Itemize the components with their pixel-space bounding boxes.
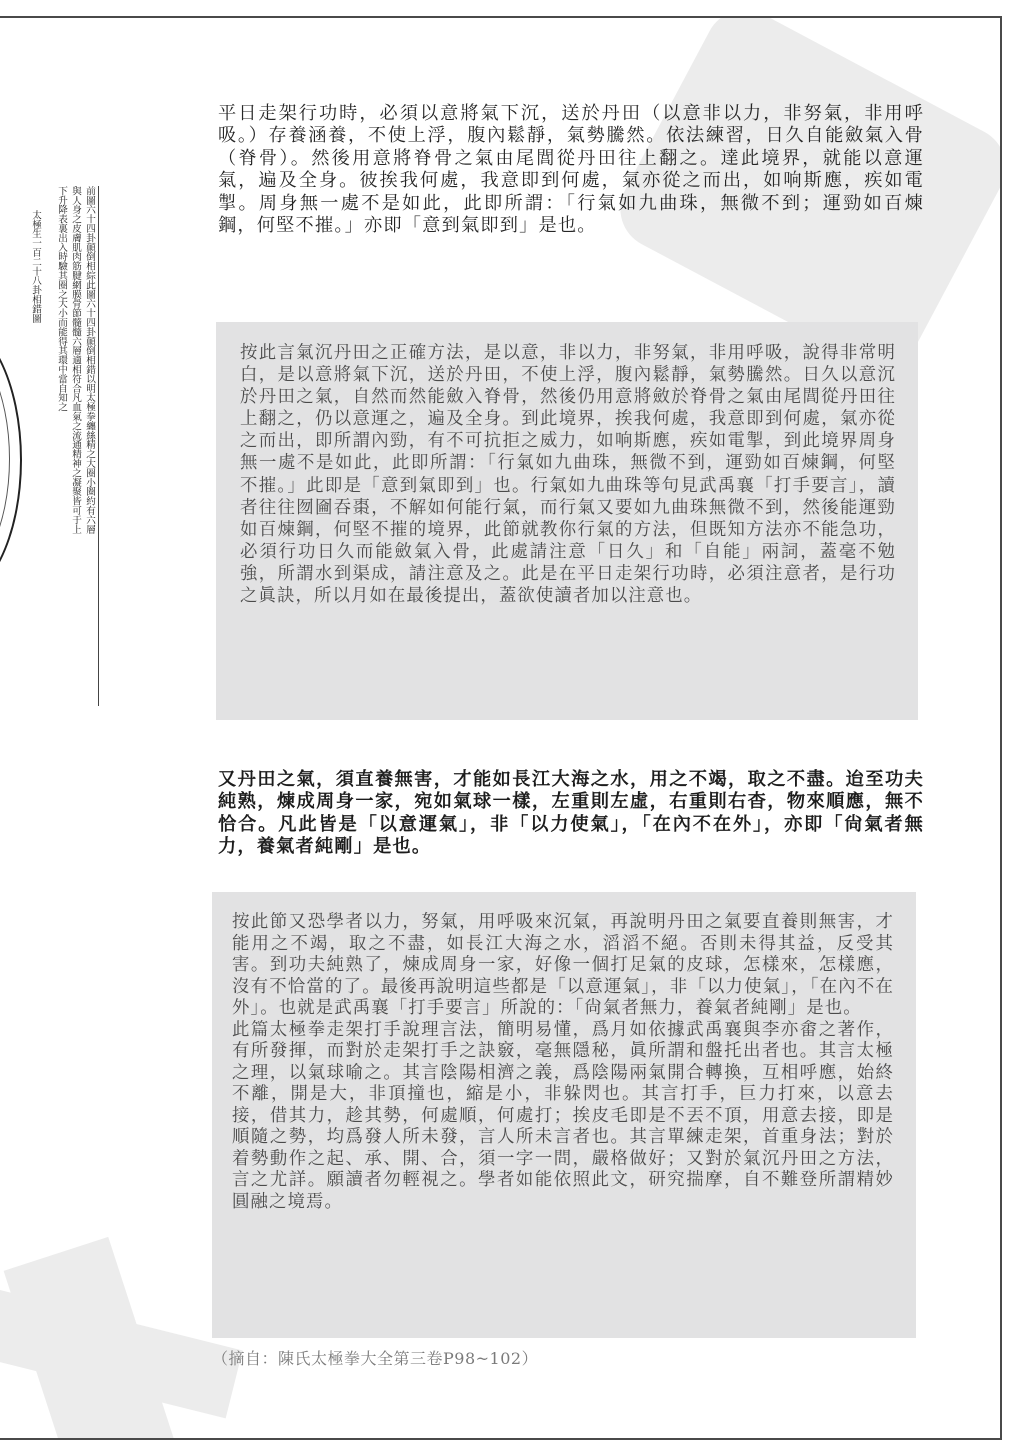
commentary-box xyxy=(216,322,918,720)
scan-column: 下升降表裏出入時驗其圈之大小而能得其環中當自知之 xyxy=(56,186,67,412)
source-citation: （摘自：陳氏太極拳大全第三卷P98~102） xyxy=(212,1349,539,1368)
commentary-box xyxy=(212,892,916,1338)
commentary-text: 按此言氣沉丹田之正確方法，是以意，非以力，非努氣，非用呼吸，說得非常明白，是以意將氣下沉，送於丹田，不使上浮，腹內鬆靜，氣勢騰然。日久以意沉於丹田之氣，自然而然能斂入脊骨，然後仍用意將斂於脊骨之氣由尾閭從丹田往上翻之，仍以意運之，遍及全身。到此境界，挨我何處，我意即到何處，氣亦從之而出，即所謂內勁，有不可抗拒之威力，如响斯應，疾如電掣，到此境界周身無一處不是如此，此即所謂：「行氣如九曲珠，無微不到，運勁如百煉鋼，何堅不摧。」此即是「意到氣即到」也。行氣如九曲珠等句見武禹襄「打手要言」，讀者往往囫圇吞棗，不解如何能行氣，而行氣又要如九曲珠無微不到，然後能運勁如百煉鋼，何堅不摧的境界，此節就教你行氣的方法，但既知方法亦不能急功，必須行功日久而能斂氣入骨，此處請注意「日久」和「自能」兩詞，蓋毫不勉強，所謂水到渠成，請注意及之。此是在平日走架行功時，必須注意者，是行功之眞訣，所以月如在最後提出，蓋欲使讀者加以注意也。 xyxy=(240,343,896,607)
scan-divider xyxy=(98,186,99,706)
main-paragraph-bold: 又丹田之氣，須直養無害，才能如長江大海之水，用之不竭，取之不盡。迨至功夫純熟，煉成周身一家，宛如氣球一樣，左重則左虛，右重則右杳，物來順應，無不恰合。凡此皆是「以意運氣」，非「以力使氣」，「在內不在外」，亦即「尙氣者無力，養氣者純剛」是也。 xyxy=(218,769,924,858)
scanned-classical-text xyxy=(0,186,110,746)
commentary-summary-text: 此篇太極拳走架打手說理言法，簡明易懂，爲月如依據武禹襄與李亦畬之著作，有所發揮，而對於走架打手之訣竅，毫無隱秘，眞所謂和盤托出者也。其言太極之理，以氣球喻之。其言陰陽相濟之義，爲陰陽兩氣開合轉換，互相呼應，始終不離，開是大，非頂撞也，縮是小，非躲閃也。其言打手，巨力打來，以意去接，借其力，趁其勢，何處順，何處打；挨皮毛即是不丟不頂，用意去接，即是順隨之勢，均爲發人所未發，言人所未言者也。其言單練走架，首重身法；對於着勢動作之起、承、開、合，須一字一問，嚴格做好；又對於氣沉丹田之方法，言之尤詳。願讀者勿輕視之。學者如能依照此文，研究揣摩，自不難登所謂精妙圓融之境焉。 xyxy=(232,1019,894,1212)
scan-column: 與人身之皮膚肌肉筋腱網膜骨節髓髓六層適相符合凡血氣之流通精神之凝聚皆可于上 xyxy=(70,186,81,534)
scan-column: 前圖六十四卦顛倒相綜此圖六十四卦顛倒相錯以明太極拳纏絲精之大圈小圈約有六層 xyxy=(84,186,95,534)
commentary-text: 按此節又恐學者以力，努氣，用呼吸來沉氣，再說明丹田之氣要直養則無害，才能用之不竭，取之不盡，如長江大海之水，滔滔不絕。否則未得其益，反受其害。到功夫純熟了，煉成周身一家，好像一個打足氣的皮球，怎樣來，怎樣應，沒有不恰當的了。最後再說明這些都是「以意運氣」，非「以力使氣」，「在內不在外」。也就是武禹襄「打手要言」所說的：「尙氣者無力，養氣者純剛」是也。 xyxy=(232,912,894,1018)
main-paragraph: 平日走架行功時，必須以意將氣下沉，送於丹田（以意非以力，非努氣，非用呼吸。）存養涵養，不使上浮，腹內鬆靜，氣勢騰然。依法練習，日久自能斂氣入骨（脊骨）。然後用意將脊骨之氣由尾閭從丹田往上翻之。達此境界，就能以意運氣，遍及全身。彼挨我何處，我意即到何處，氣亦從之而出，如响斯應，疾如電掣。周身無一處不是如此，此即所謂：「行氣如九曲珠，無微不到；運勁如百煉鋼，何堅不摧。」亦即「意到氣即到」是也。 xyxy=(218,103,924,237)
scan-diagram-caption: 太極生一百二十八卦相錯圖 xyxy=(30,210,41,323)
